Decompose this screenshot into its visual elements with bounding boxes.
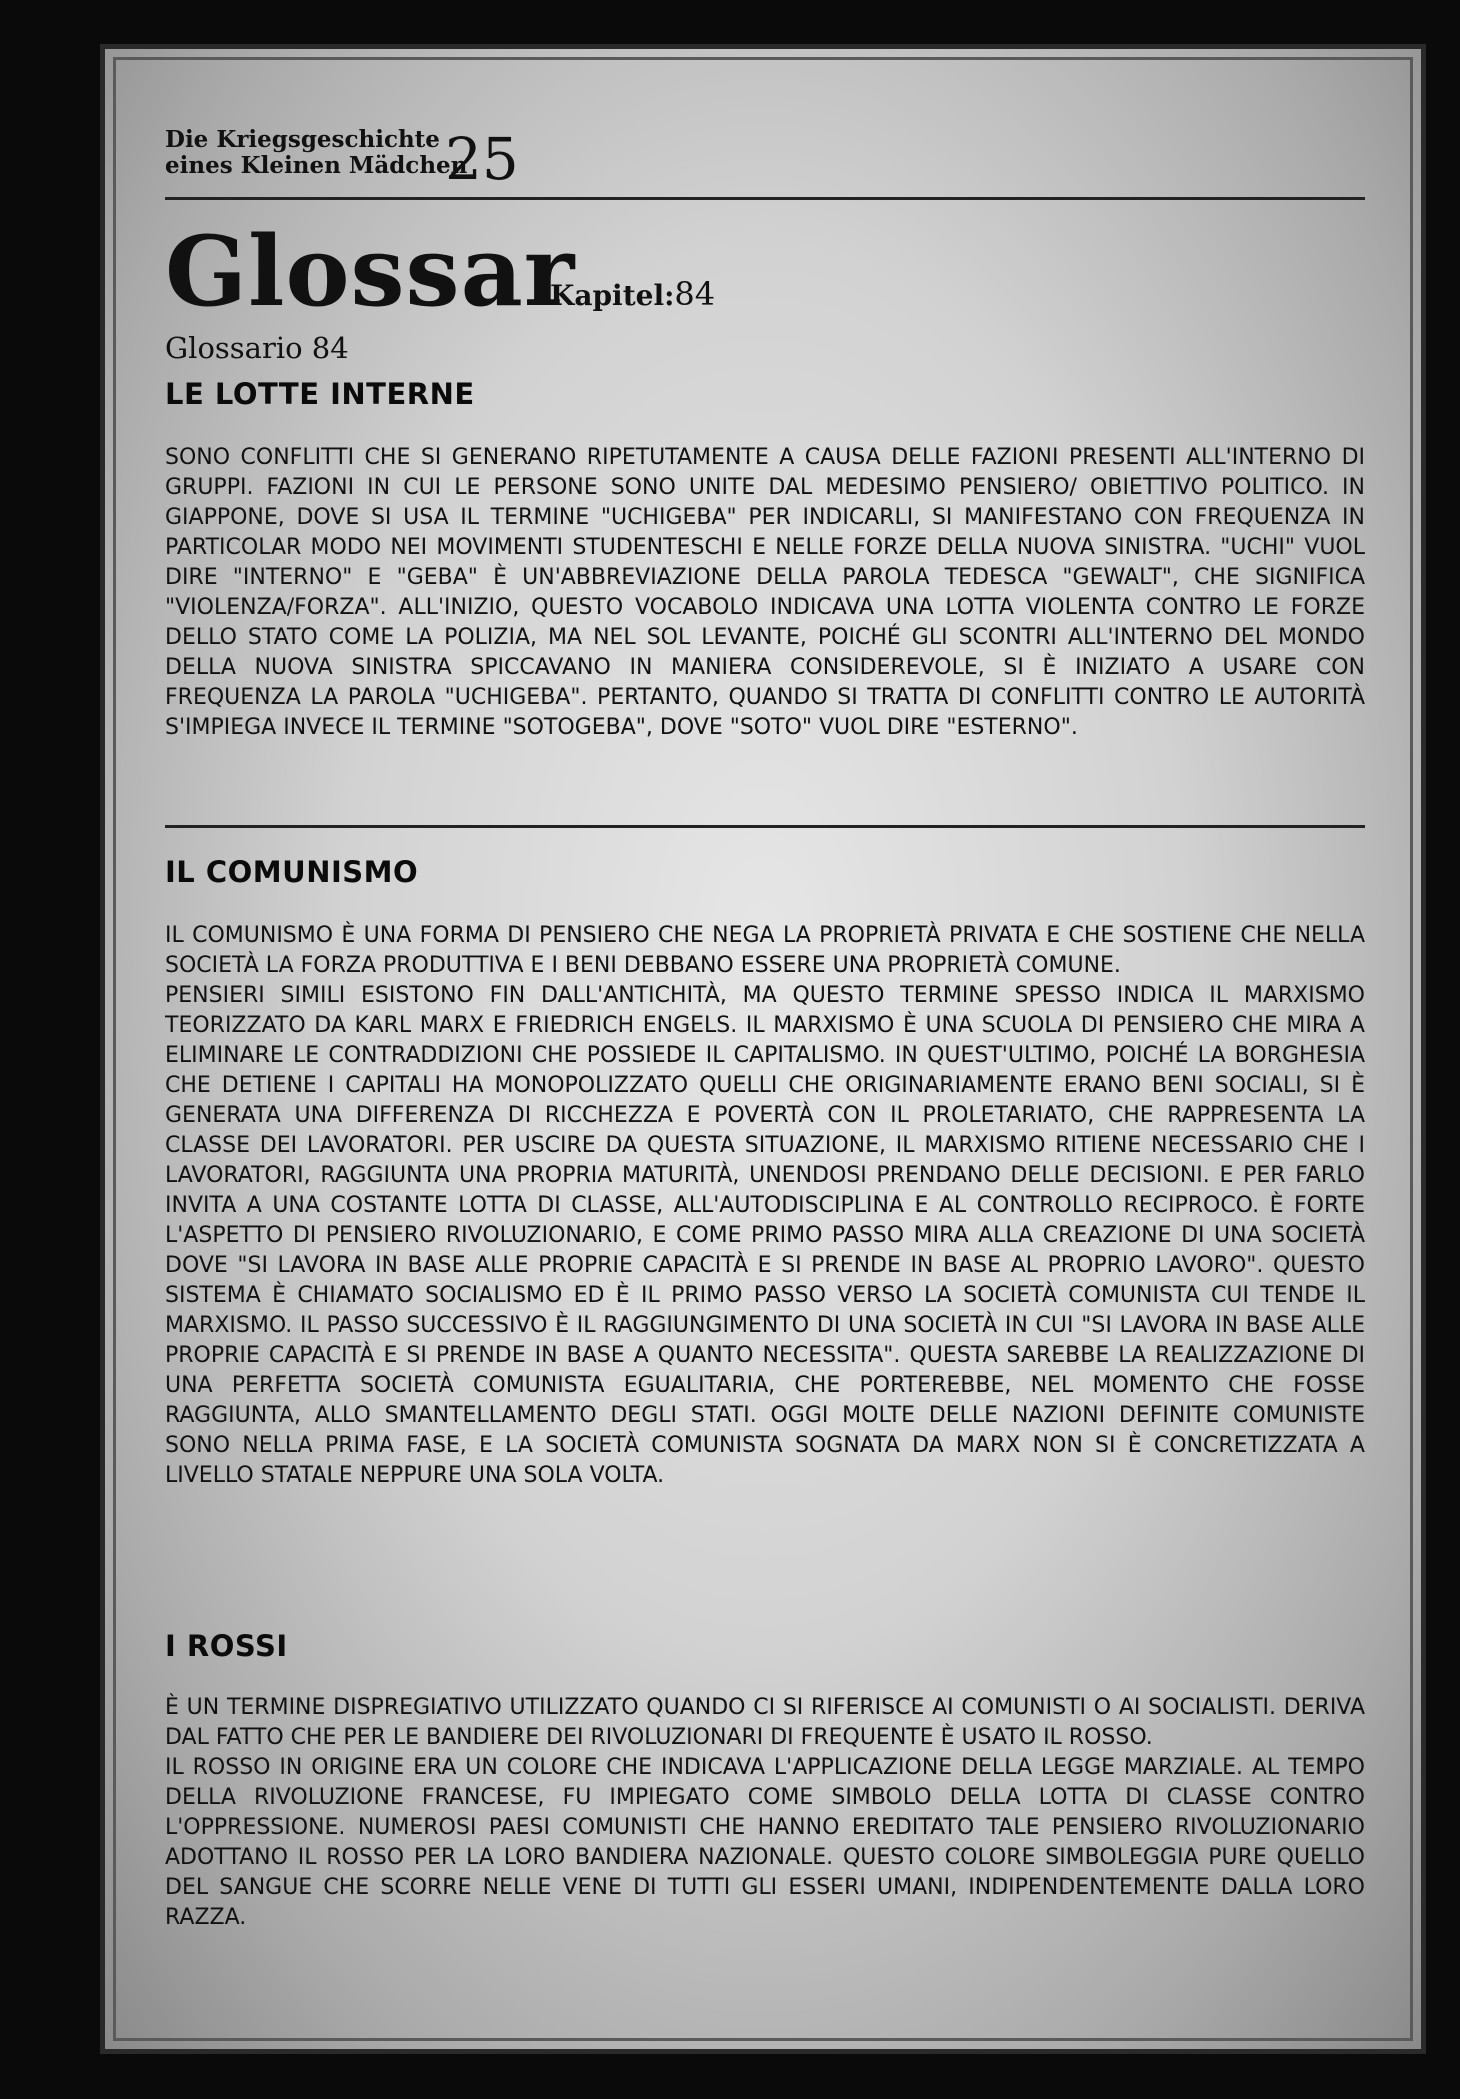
chapter-number: 84 <box>674 275 716 313</box>
chapter-label-text: Kapitel: <box>550 279 675 312</box>
series-title-line-1: Die Kriegsgeschichte <box>165 126 440 153</box>
section-divider <box>165 825 1365 828</box>
volume-number: 25 <box>445 125 519 193</box>
paragraph: IL ROSSO IN ORIGINE ERA UN COLORE CHE INDICAVA L'APPLICAZIONE DELLA LEGGE MARZIALE. AL TEMPO DELLA RIVOLUZIONE FRANCESE, FU IMPIEGATO COME SIMBOLO DELLA LOTTA DI CLASSE CONTRO L'OPPRESSIONE. NUMEROSI PAESI COMUNISTI CHE HANNO EREDITATO TALE PENSIERO RIVOLUZIONARIO ADOTTANO IL ROSSO PER LA LORO BANDIERA NAZIONALE. QUESTO COLORE SIMBOLEGGIA PURE QUELLO DEL SANGUE CHE SCORRE NELLE VENE DI TUTTI GLI ESSERI UMANI, INDIPENDENTEMENTE DALLA LORO RAZZA. <box>165 1755 1365 1930</box>
chapter-label <box>550 275 715 313</box>
section-heading-comunismo: IL COMUNISMO <box>165 855 419 889</box>
section-heading-lotte-interne: LE LOTTE INTERNE <box>165 377 475 411</box>
section-heading-rossi: I ROSSI <box>165 1629 288 1663</box>
header-divider <box>165 197 1365 200</box>
paragraph: SONO CONFLITTI CHE SI GENERANO RIPETUTAMENTE A CAUSA DELLE FAZIONI PRESENTI ALL'INTERNO DI GRUPPI. FAZIONI IN CUI LE PERSONE SONO UNITE DAL MEDESIMO PENSIERO/ OBIETTIVO POLITICO. IN GIAPPONE, DOVE SI USA IL TERMINE "UCHIGEBA" PER INDICARLI, SI MANIFESTANO CON FREQUENZA IN PARTICOLAR MODO NEI MOVIMENTI STUDENTESCHI E NELLE FORZE DELLA NUOVA SINISTRA. "UCHI" VUOL DIRE "INTERNO" E "GEBA" È UN'ABBREVIAZIONE DELLA PAROLA TEDESCA "GEWALT", CHE SIGNIFICA "VIOLENZA/FORZA". ALL'INIZIO, QUESTO VOCABOLO INDICAVA UNA LOTTA VIOLENTA CONTRO LE FORZE DELLO STATO COME LA POLIZIA, MA NEL SOL LEVANTE, POICHÉ GLI SCONTRI ALL'INTERNO DEL MONDO DELLA NUOVA SINISTRA SPICCAVANO IN MANIERA CONSIDEREVOLE, SI È INIZIATO A USARE CON FREQUENZA LA PAROLA "UCHIGEBA". PERTANTO, QUANDO SI TRATTA DI CONFLITTI CONTRO LE AUTORITÀ S'IMPIEGA INVECE IL TERMINE "SOTOGEBA", DOVE "SOTO" VUOL DIRE "ESTERNO". <box>165 445 1365 740</box>
glossary-page <box>100 44 1426 2054</box>
section-body-comunismo <box>165 921 1365 1491</box>
paragraph: PENSIERI SIMILI ESISTONO FIN DALL'ANTICHITÀ, MA QUESTO TERMINE SPESSO INDICA IL MARXISMO TEORIZZATO DA KARL MARX E FRIEDRICH ENGELS. IL MARXISMO È UNA SCUOLA DI PENSIERO CHE MIRA A ELIMINARE LE CONTRADDIZIONI CHE POSSIEDE IL CAPITALISMO. IN QUEST'ULTIMO, POICHÉ LA BORGHESIA CHE DETIENE I CAPITALI HA MONOPOLIZZATO QUELLI CHE ORIGINARIAMENTE ERANO BENI SOCIALI, SI È GENERATA UNA DIFFERENZA DI RICCHEZZA E POVERTÀ CON IL PROLETARIATO, CHE RAPPRESENTA LA CLASSE DEI LAVORATORI. PER USCIRE DA QUESTA SITUAZIONE, IL MARXISMO RITIENE NECESSARIO CHE I LAVORATORI, RAGGIUNTA UNA PROPRIA MATURITÀ, UNENDOSI PRENDANO DELLE DECISIONI. E PER FARLO INVITA A UNA COSTANTE LOTTA DI CLASSE, ALL'AUTODISCIPLINA E AL CONTROLLO RECIPROCO. È FORTE L'ASPETTO DI PENSIERO RIVOLUZIONARIO, E COME PRIMO PASSO MIRA ALLA CREAZIONE DI UNA SOCIETÀ DOVE "SI LAVORA IN BASE ALLE PROPRIE CAPACITÀ E SI PRENDE IN BASE AL PROPRIO LAVORO". QUESTO SISTEMA È CHIAMATO SOCIALISMO ED È IL PRIMO PASSO VERSO LA SOCIETÀ COMUNISTA CUI TENDE IL MARXISMO. IL PASSO SUCCESSIVO È IL RAGGIUNGIMENTO DI UNA SOCIETÀ IN CUI "SI LAVORA IN BASE ALLE PROPRIE CAPACITÀ E SI PRENDE IN BASE A QUANTO NECESSITA". QUESTA SAREBBE LA REALIZZAZIONE DI UNA PERFETTA SOCIETÀ COMUNISTA EGUALITARIA, CHE PORTEREBBE, NEL MOMENTO CHE FOSSE RAGGIUNTA, ALLO SMANTELLAMENTO DEGLI STATI. OGGI MOLTE DELLE NAZIONI DEFINITE COMUNISTE SONO NELLA PRIMA FASE, E LA SOCIETÀ COMUNISTA SOGNATA DA MARX NON SI È CONCRETIZZATA A LIVELLO STATALE NEPPURE UNA SOLA VOLTA. <box>165 983 1365 1488</box>
section-body-rossi <box>165 1693 1365 1933</box>
paragraph: È UN TERMINE DISPREGIATIVO UTILIZZATO QUANDO CI SI RIFERISCE AI COMUNISTI O AI SOCIALISTI. DERIVA DAL FATTO CHE PER LE BANDIERE DEI RIVOLUZIONARI DI FREQUENTE È USATO IL ROSSO. <box>165 1695 1365 1750</box>
series-title <box>165 127 467 179</box>
paragraph: IL COMUNISMO È UNA FORMA DI PENSIERO CHE NEGA LA PROPRIETÀ PRIVATA E CHE SOSTIENE CHE NELLA SOCIETÀ LA FORZA PRODUTTIVA E I BENI DEBBANO ESSERE UNA PROPRIETÀ COMUNE. <box>165 923 1365 978</box>
series-title-line-2: eines Kleinen Mädchen <box>165 152 468 179</box>
page-title: Glossar <box>165 215 576 328</box>
section-body-lotte-interne <box>165 443 1365 743</box>
page-subtitle: Glossario 84 <box>165 331 349 365</box>
